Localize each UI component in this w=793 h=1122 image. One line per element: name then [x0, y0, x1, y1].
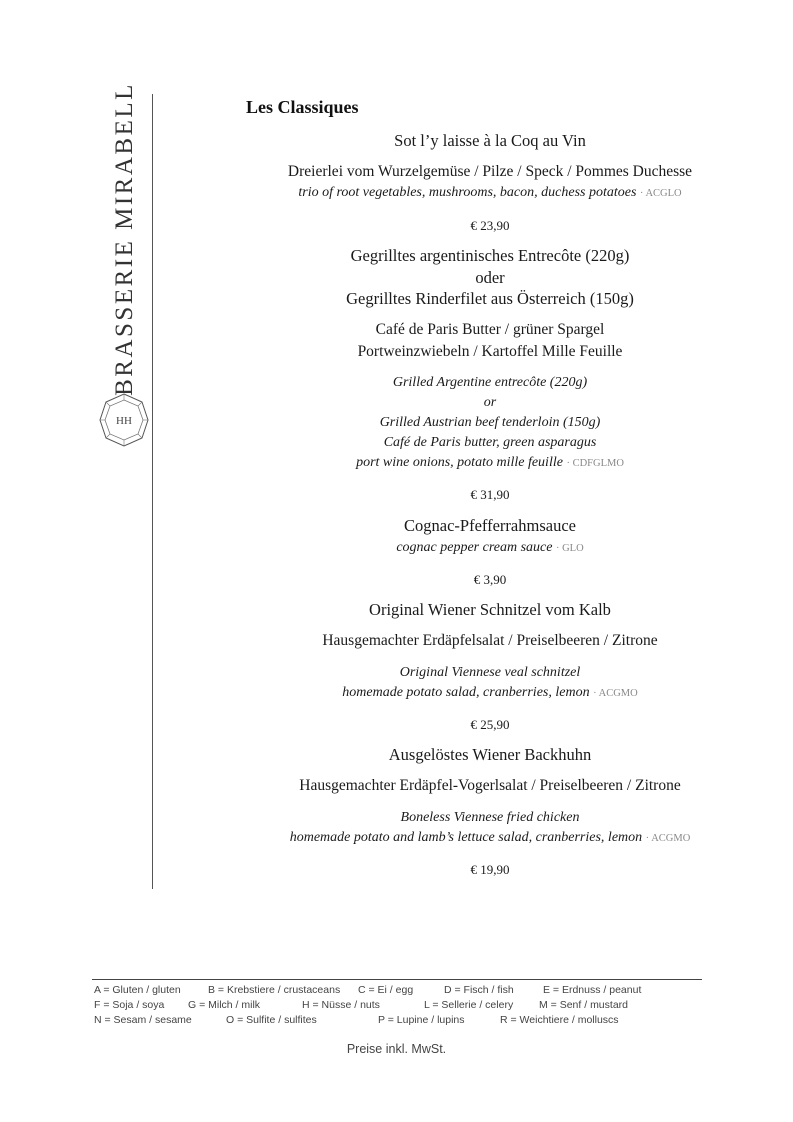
dish-sides: Hausgemachter Erdäpfel-Vogerlsalat / Preiselbeeren / Zitrone — [299, 777, 681, 794]
allergen-row — [94, 1013, 714, 1028]
dish-price: € 3,90 — [473, 572, 507, 587]
dish-english: homemade potato and lamb’s lettuce salad, cranberries, lemon · ACGMO — [289, 830, 691, 845]
allergen-entry: P = Lupine / lupins — [378, 1014, 465, 1026]
dish-sides: Portweinzwiebeln / Kartoffel Mille Feuille — [357, 343, 623, 360]
dish-english: or — [483, 395, 497, 410]
allergen-entry: O = Sulfite / sulfites — [226, 1014, 317, 1026]
allergen-row — [94, 998, 714, 1013]
dish-price: € 19,90 — [470, 862, 510, 877]
brand-monogram: HH — [116, 415, 132, 427]
allergen-entry: D = Fisch / fish — [444, 984, 514, 996]
dish-title: Gegrilltes Rinderfilet aus Österreich (150g) — [346, 289, 634, 308]
allergen-entry: G = Milch / milk — [188, 999, 261, 1011]
allergen-legend — [94, 983, 714, 1028]
dish-title: Ausgelöstes Wiener Backhuhn — [388, 745, 592, 764]
allergen-codes: ACGMO — [598, 688, 638, 699]
dish-english: cognac pepper cream sauce · GLO — [396, 540, 584, 555]
dish-sides: Hausgemachter Erdäpfelsalat / Preiselbeeren / Zitrone — [322, 632, 658, 649]
allergen-entry: E = Erdnuss / peanut — [543, 984, 642, 996]
dish-english: Original Viennese veal schnitzel — [399, 665, 581, 680]
allergen-entry: R = Weichtiere / molluscs — [500, 1014, 619, 1026]
dish-english: Café de Paris butter, green asparagus — [383, 435, 597, 450]
dish-price: € 23,90 — [470, 218, 510, 233]
allergen-entry: H = Nüsse / nuts — [302, 999, 380, 1011]
dish-title: Gegrilltes argentinisches Entrecôte (220g) — [350, 246, 630, 265]
allergen-entry: C = Ei / egg — [358, 984, 414, 996]
allergen-entry: A = Gluten / gluten — [94, 984, 181, 996]
dish-english: Grilled Austrian beef tenderloin (150g) — [379, 415, 601, 430]
dish-english: trio of root vegetables, mushrooms, bacon, duchess potatoes · ACGLO — [298, 185, 682, 200]
allergen-codes: GLO — [562, 543, 584, 554]
allergen-codes: ACGLO — [645, 188, 682, 199]
allergen-entry: N = Sesam / sesame — [94, 1014, 192, 1026]
allergen-codes: ACGMO — [651, 833, 691, 844]
vertical-divider — [152, 94, 153, 889]
allergen-codes: CDFGLMO — [572, 458, 624, 469]
dish-sides: Café de Paris Butter / grüner Spargel — [375, 321, 605, 338]
price-footnote: Preise inkl. MwSt. — [346, 1042, 447, 1056]
allergen-entry: L = Sellerie / celery — [424, 999, 514, 1011]
allergen-entry: B = Krebstiere / crustaceans — [208, 984, 341, 996]
dish-english: port wine onions, potato mille feuille · CDFGLMO — [356, 455, 624, 470]
dish-price: € 25,90 — [470, 717, 510, 732]
allergen-entry: F = Soja / soya — [94, 999, 165, 1011]
footer-divider — [92, 979, 702, 980]
allergen-row — [94, 983, 714, 998]
brand-name: BRASSERIE MIRABELL — [111, 81, 138, 396]
allergen-entry: M = Senf / mustard — [539, 999, 628, 1011]
dish-english: Boneless Viennese fried chicken — [400, 810, 580, 825]
dish-english: Grilled Argentine entrecôte (220g) — [392, 375, 588, 390]
dish-title: Original Wiener Schnitzel vom Kalb — [369, 600, 611, 619]
dish-sides: Dreierlei vom Wurzelgemüse / Pilze / Speck / Pommes Duchesse — [287, 163, 693, 180]
dish-title-or: oder — [475, 268, 505, 287]
brand-logo-icon — [98, 392, 150, 448]
dish-title: Cognac-Pfefferrahmsauce — [404, 516, 576, 535]
dish-title: Sot l’y laisse à la Coq au Vin — [394, 131, 586, 150]
brand-name-vertical — [110, 81, 140, 396]
dish-english: homemade potato salad, cranberries, lemon · ACGMO — [342, 685, 638, 700]
dish-price: € 31,90 — [470, 487, 510, 502]
section-title: Les Classiques — [246, 97, 359, 117]
